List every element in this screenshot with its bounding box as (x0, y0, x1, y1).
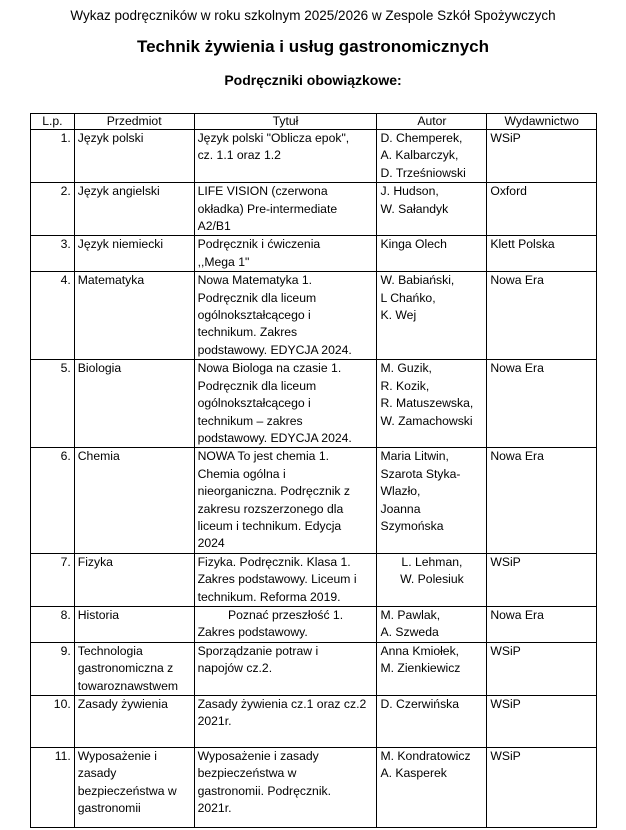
title-cell-line: Nowa Matematyka 1. (197, 273, 313, 288)
author-cell-line: W. Sałandyk (380, 201, 449, 216)
row-number: 8. (31, 606, 75, 642)
author-cell-line: M. Zienkiewicz (380, 661, 461, 676)
publisher-cell: Nowa Era (487, 360, 597, 448)
title-cell-line: Zakres podstawowy. Liceum i (197, 572, 357, 587)
table-row (31, 236, 597, 272)
author-cell-line: W. Zamachowski (380, 413, 473, 428)
subject-cell-line: gastronomiczna z (77, 661, 174, 676)
column-header-subject: Przedmiot (74, 114, 194, 130)
author-cell-line: Kinga Olech (380, 237, 447, 252)
title-cell-line: zakresu rozszerzonego dla (197, 501, 344, 516)
subject-cell (74, 360, 194, 448)
title-cell-line: ogólnokształcącego i (197, 308, 311, 323)
subject-cell-line: Język angielski (77, 184, 160, 199)
title-cell-line: Sporządzanie potraw i (197, 643, 319, 658)
subject-cell (74, 696, 194, 748)
column-header-publisher: Wydawnictwo (487, 114, 597, 130)
row-number: 6. (31, 448, 75, 553)
publisher-cell: Nowa Era (487, 448, 597, 553)
author-cell (377, 183, 487, 236)
author-cell (377, 272, 487, 360)
author-cell (377, 553, 487, 606)
publisher-cell: Nowa Era (487, 272, 597, 360)
table-row (31, 642, 597, 695)
subject-cell (74, 748, 194, 828)
title-cell-line: 2021r. (197, 801, 232, 816)
title-cell-line: Zakres podstawowy. (197, 625, 308, 640)
title-cell (194, 696, 377, 748)
subject-cell-line: Język niemiecki (77, 237, 164, 252)
title-cell-line: ,,Mega 1" (197, 254, 250, 269)
title-cell (194, 748, 377, 828)
author-cell-line: M. Guzik, (380, 361, 432, 376)
title-cell (194, 553, 377, 606)
document-header (0, 8, 626, 88)
author-cell-line: W. Babiański, (380, 273, 455, 288)
row-number: 9. (31, 642, 75, 695)
row-number: 1. (31, 130, 75, 183)
title-cell (194, 642, 377, 695)
row-number: 3. (31, 236, 75, 272)
title-cell-line: gastronomii. Podręcznik. (197, 783, 332, 798)
title-cell-line: Język polski "Oblicza epok", (197, 131, 350, 145)
author-cell (377, 448, 487, 553)
author-cell-line: Szarota Styka- (380, 466, 461, 481)
subject-cell-line: towaroznawstwem (77, 678, 178, 693)
author-cell-line: K. Wej (380, 308, 417, 323)
author-cell-line: L. Lehman, (401, 554, 463, 569)
author-cell-line: D. Chemperek, (380, 131, 463, 145)
title-cell-line: Podręcznik dla liceum (197, 290, 317, 305)
subject-cell (74, 553, 194, 606)
table-row (31, 448, 597, 553)
author-cell (377, 236, 487, 272)
subject-cell-line: zasady (77, 766, 117, 781)
table-row (31, 748, 597, 828)
section-title: Podręczniki obowiązkowe: (224, 72, 402, 88)
subject-cell-line: Matematyka (77, 273, 145, 288)
author-cell-line: M. Kondratowicz (380, 749, 471, 763)
row-number: 11. (31, 748, 75, 828)
title-cell-line: Zasady żywienia cz.1 oraz cz.2 (197, 697, 367, 711)
publisher-cell: Nowa Era (487, 606, 597, 642)
row-number: 5. (31, 360, 75, 448)
title-cell-line: bezpieczeństwa w (197, 766, 297, 781)
title-cell (194, 236, 377, 272)
title-cell-line: LIFE VISION (czerwona (197, 184, 328, 199)
subject-cell (74, 272, 194, 360)
title-cell-line: napojów cz.2. (197, 661, 273, 676)
subject-cell-line: Zasady żywienia (77, 697, 168, 711)
author-cell-line: D. Trześniowski (380, 165, 466, 180)
table-row (31, 696, 597, 748)
subject-cell (74, 236, 194, 272)
title-cell (194, 448, 377, 553)
author-cell (377, 606, 487, 642)
author-cell-line: Joanna (380, 501, 421, 516)
author-cell-line: Wlazło, (380, 484, 421, 499)
table-row (31, 130, 597, 183)
subject-cell-line: Biologia (77, 361, 122, 376)
author-cell-line: A. Szweda (380, 625, 439, 640)
column-header-lp: L.p. (31, 114, 75, 130)
subject-cell-line: Historia (77, 607, 120, 622)
subject-cell (74, 130, 194, 183)
subject-cell-line: Technologia (77, 643, 143, 658)
title-cell-line: 2021r. (197, 714, 232, 729)
table-header-row (31, 114, 597, 130)
table-row (31, 360, 597, 448)
title-cell-line: cz. 1.1 oraz 1.2 (197, 148, 281, 163)
textbook-table (30, 113, 597, 828)
author-cell-line: Maria Litwin, (380, 449, 449, 464)
column-header-title: Tytuł (194, 114, 377, 130)
title-cell-line: 2024 (197, 536, 225, 551)
title-cell-line: liceum i technikum. Edycja (197, 518, 342, 533)
author-cell (377, 696, 487, 748)
title-cell (194, 606, 377, 642)
author-cell (377, 748, 487, 828)
profession-title: Technik żywienia i usług gastronomicznych (136, 37, 490, 56)
author-cell-line: Szymońska (380, 518, 444, 533)
table-row (31, 272, 597, 360)
title-cell-line: Chemia ogólna i (197, 466, 286, 481)
table-body (31, 130, 597, 828)
author-cell-line: J. Hudson, (380, 184, 439, 199)
row-number: 10. (31, 696, 75, 748)
author-cell-line: A. Kalbarczyk, (380, 148, 459, 163)
title-cell-line: Fizyka. Podręcznik. Klasa 1. (197, 554, 351, 569)
subject-cell (74, 448, 194, 553)
table-row (31, 183, 597, 236)
subject-cell-line: Chemia (77, 449, 120, 464)
table-row (31, 606, 597, 642)
title-cell (194, 272, 377, 360)
row-number: 4. (31, 272, 75, 360)
title-cell-line: Podręcznik i ćwiczenia (197, 237, 321, 252)
subject-cell (74, 183, 194, 236)
author-cell-line: D. Czerwińska (380, 697, 460, 711)
author-cell-line: M. Pawlak, (380, 607, 441, 622)
author-cell (377, 642, 487, 695)
table-row (31, 553, 597, 606)
subject-cell-line: bezpieczeństwa w (77, 783, 177, 798)
author-cell-line: W. Polesiuk (400, 572, 464, 587)
title-cell-line: ogólnokształcącego i (197, 396, 311, 411)
publisher-cell: Klett Polska (487, 236, 597, 272)
subject-cell-line: Wyposażenie i (77, 749, 157, 763)
title-cell-line: technikum. Reforma 2019. (197, 589, 341, 604)
title-cell-line: technikum. Zakres (197, 325, 298, 340)
title-cell-line: Poznać przeszłość 1. (227, 607, 344, 622)
author-cell-line: L Chańko, (380, 290, 436, 305)
title-cell-line: A2/B1 (197, 219, 231, 234)
title-cell-line: Wyposażenie i zasady (197, 749, 319, 763)
author-cell-line: A. Kasperek (380, 766, 447, 781)
author-cell-line: R. Kozik, (380, 378, 430, 393)
author-cell-line: Anna Kmiołek, (380, 643, 460, 658)
author-cell (377, 130, 487, 183)
author-cell (377, 360, 487, 448)
title-cell-line: podstawowy. EDYCJA 2024. (197, 430, 352, 445)
title-cell-line: nieorganiczna. Podręcznik z (197, 484, 351, 499)
title-cell-line: podstawowy. EDYCJA 2024. (197, 342, 352, 357)
row-number: 2. (31, 183, 75, 236)
title-cell-line: okładka) Pre-intermediate (197, 201, 338, 216)
publisher-cell: WSiP (487, 642, 597, 695)
title-cell-line: technikum – zakres (197, 413, 303, 428)
subject-cell-line: Język polski (77, 131, 144, 145)
row-number: 7. (31, 553, 75, 606)
author-cell-line: R. Matuszewska, (380, 396, 474, 411)
title-cell-line: NOWA To jest chemia 1. (197, 449, 329, 464)
title-cell (194, 183, 377, 236)
title-cell (194, 130, 377, 183)
subject-cell-line: Fizyka (77, 554, 113, 569)
publisher-cell: WSiP (487, 748, 597, 828)
publisher-cell: Oxford (487, 183, 597, 236)
column-header-author: Autor (377, 114, 487, 130)
title-cell (194, 360, 377, 448)
title-cell-line: Nowa Biologa na czasie 1. (197, 361, 342, 376)
publisher-cell: WSiP (487, 130, 597, 183)
publisher-cell: WSiP (487, 553, 597, 606)
title-cell-line: Podręcznik dla liceum (197, 378, 317, 393)
publisher-cell: WSiP (487, 696, 597, 748)
school-line: Wykaz podręczników w roku szkolnym 2025/2026 w Zespole Szkół Spożywczych (70, 8, 556, 23)
subject-cell-line: gastronomii (77, 801, 141, 816)
subject-cell (74, 606, 194, 642)
subject-cell (74, 642, 194, 695)
